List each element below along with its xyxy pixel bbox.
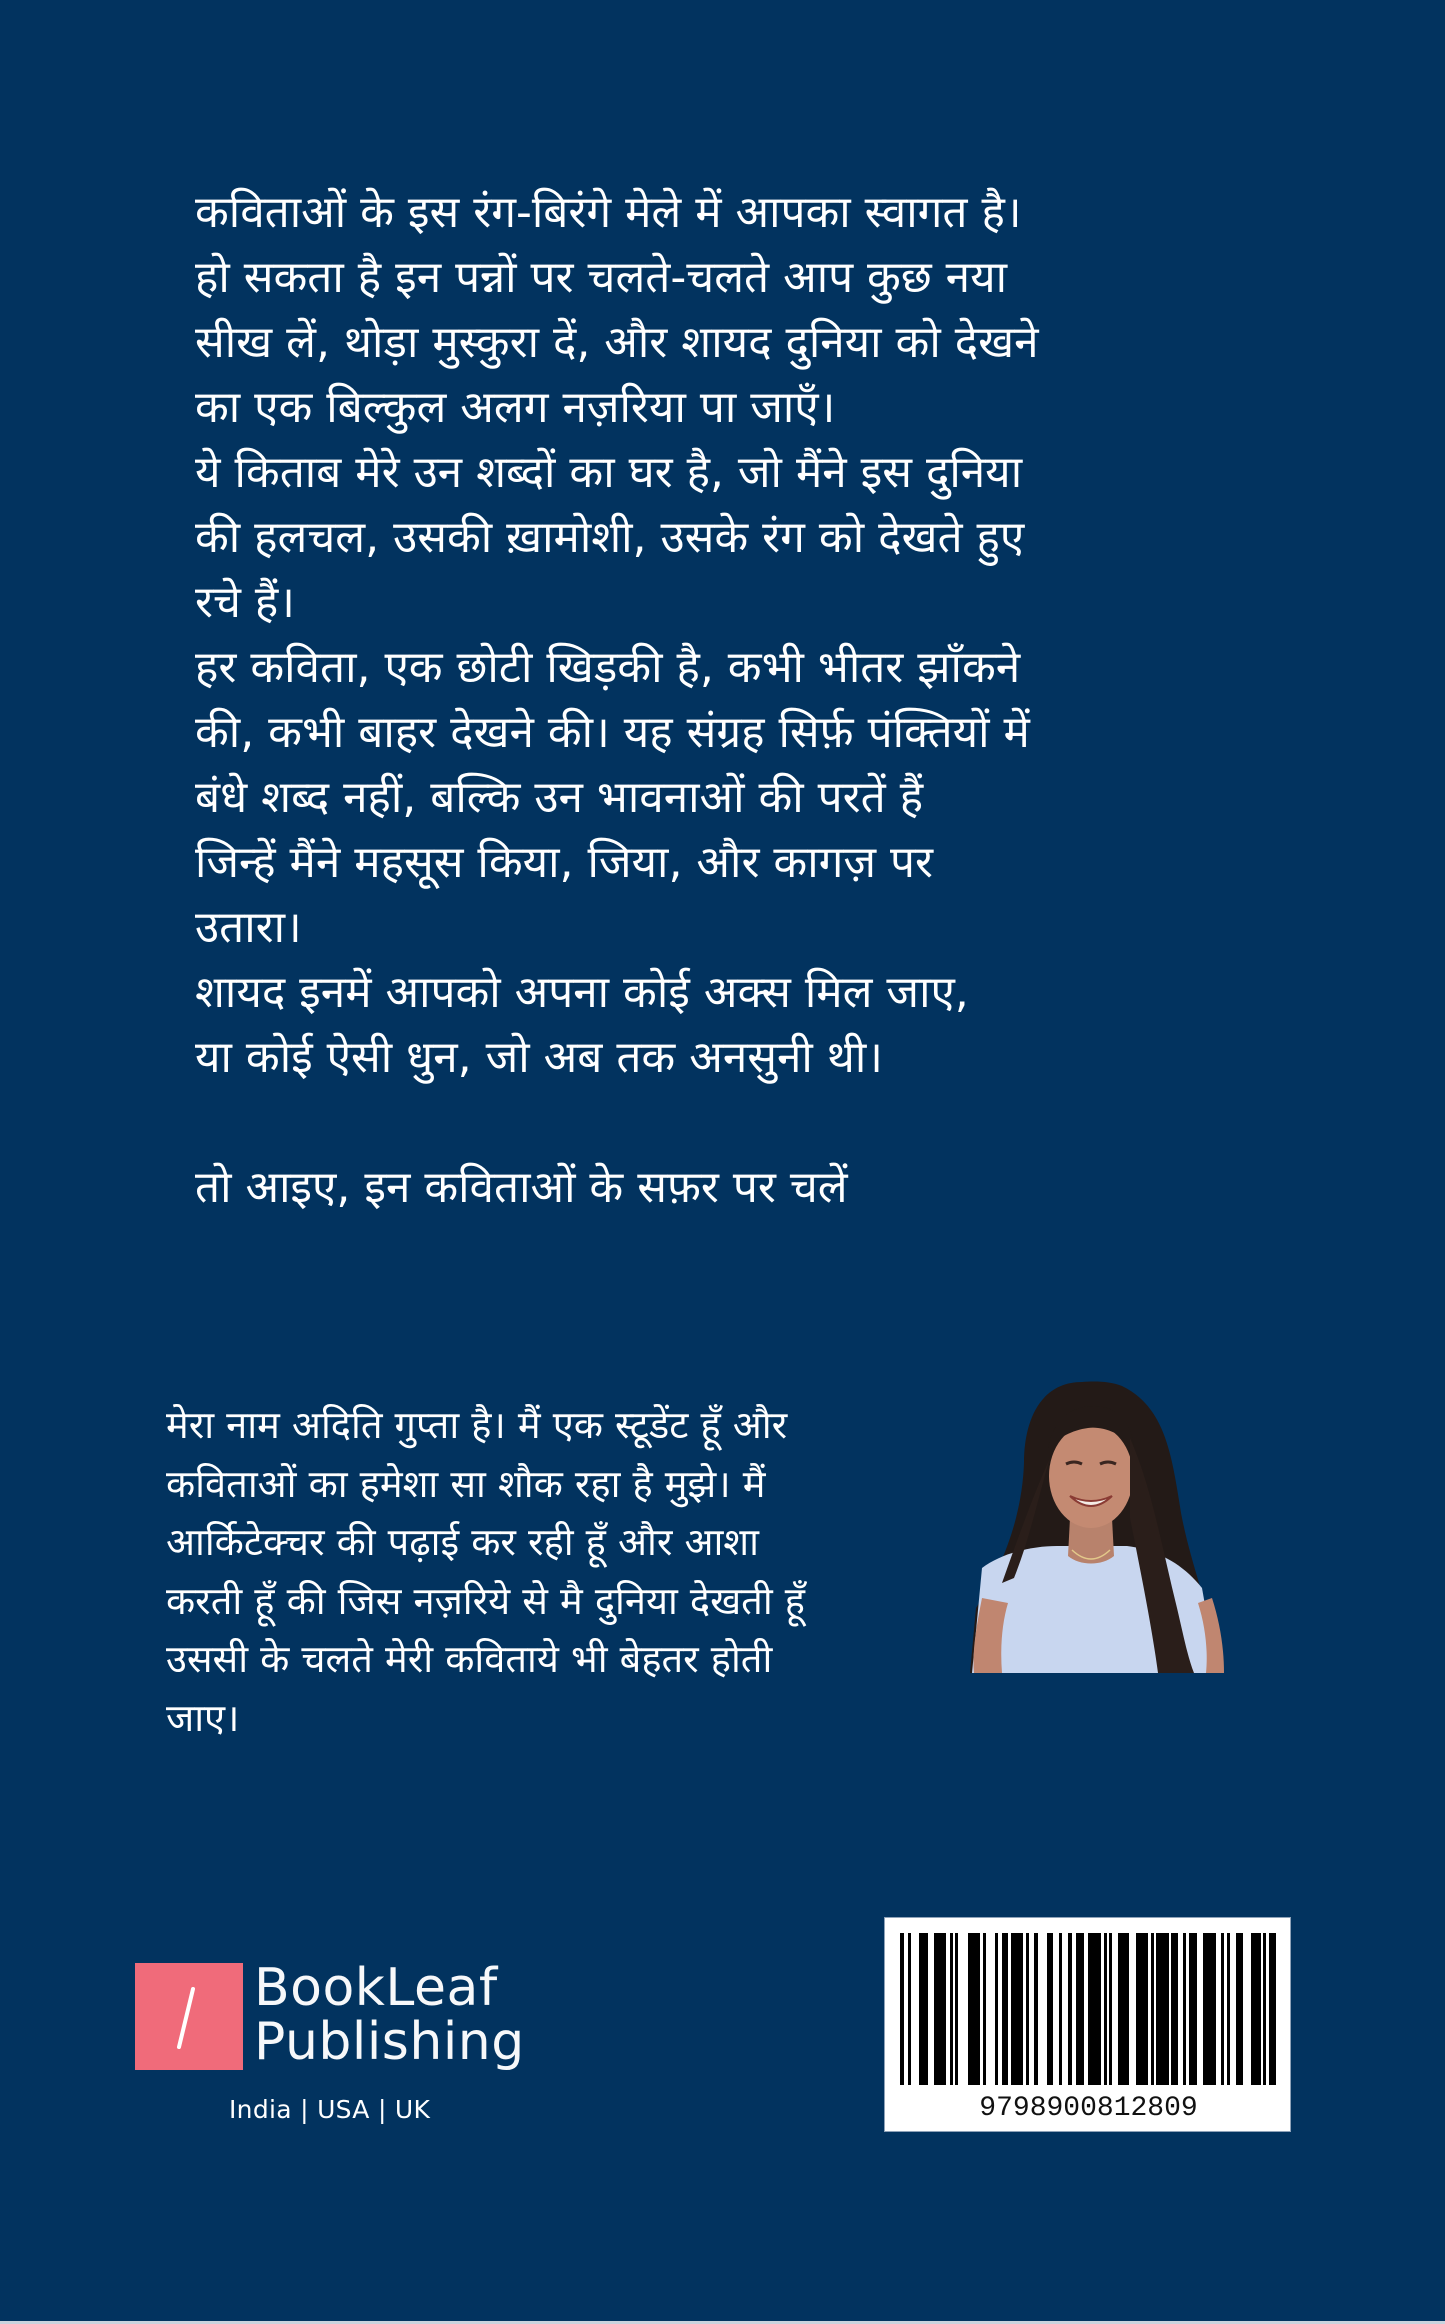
bio-line: मेरा नाम अदिति गुप्ता है। मैं एक स्टूडेंट हूँ और (166, 1403, 788, 1447)
isbn-barcode (884, 1917, 1291, 2132)
bio-line: आर्किटेक्चर की पढ़ाई कर रही हूँ और आशा (166, 1520, 759, 1565)
blurb-line: हर कविता, एक छोटी खिड़की है, कभी भीतर झाँकने (195, 642, 1021, 693)
isbn-number: 9798900812809 (979, 2093, 1198, 2124)
blurb-line: ये किताब मेरे उन शब्दों का घर है, जो मैंने इस दुनिया (195, 447, 1023, 498)
blurb-line: हो सकता है इन पन्नों पर चलते-चलते आप कुछ नया (195, 252, 1008, 303)
blurb-line: या कोई ऐसी धुन, जो अब तक अनसुनी थी। (195, 1032, 883, 1083)
bio-line: उससी के चलते मेरी कविताये भी बेहतर होती (166, 1637, 773, 1682)
publisher-name-line2: Publishing (254, 2012, 525, 2072)
blurb-text (195, 180, 1195, 1220)
blurb-line: की, कभी बाहर देखने की। यह संग्रह सिर्फ़ पंक्तियों में (195, 707, 1030, 758)
blurb-line: जिन्हें मैंने महसूस किया, जिया, और कागज़ पर (195, 837, 934, 888)
publisher-logo-mark (135, 1963, 243, 2070)
publisher-name-line1: BookLeaf (254, 1958, 498, 2018)
blurb-line: उतारा। (195, 902, 302, 953)
blurb-line (195, 1090, 1195, 1155)
slash-icon (135, 1963, 243, 2070)
bio-line: करती हूँ की जिस नज़रिये से मै दुनिया देखती हूँ (166, 1578, 805, 1623)
blurb-line: कविताओं के इस रंग-बिरंगे मेले में आपका स्वागत है। (195, 187, 1022, 238)
face-shape (1049, 1424, 1133, 1528)
publisher-regions: India | USA | UK (229, 2095, 431, 2124)
blurb-line: की हलचल, उसकी ख़ामोशी, उसके रंग को देखते हुए (195, 512, 1025, 563)
author-bio (166, 1396, 926, 1748)
blurb-line: तो आइए, इन कविताओं के सफ़र पर चलें (195, 1162, 848, 1213)
blurb-line: बंधे शब्द नहीं, बल्कि उन भावनाओं की परतें हैं (195, 772, 924, 823)
blurb-line: रचे हैं। (195, 577, 295, 628)
bio-line: जाए। (166, 1695, 240, 1740)
blurb-line: शायद इनमें आपको अपना कोई अक्स मिल जाए, (195, 967, 969, 1018)
author-photo (962, 1378, 1232, 1673)
blurb-line: सीख लें, थोड़ा मुस्कुरा दें, और शायद दुनिया को देखने (195, 317, 1039, 368)
blurb-line: का एक बिल्कुल अलग नज़रिया पा जाएँ। (195, 382, 836, 433)
bio-line: कविताओं का हमेशा सा शौक रहा है मुझे। मैं (166, 1461, 766, 1506)
